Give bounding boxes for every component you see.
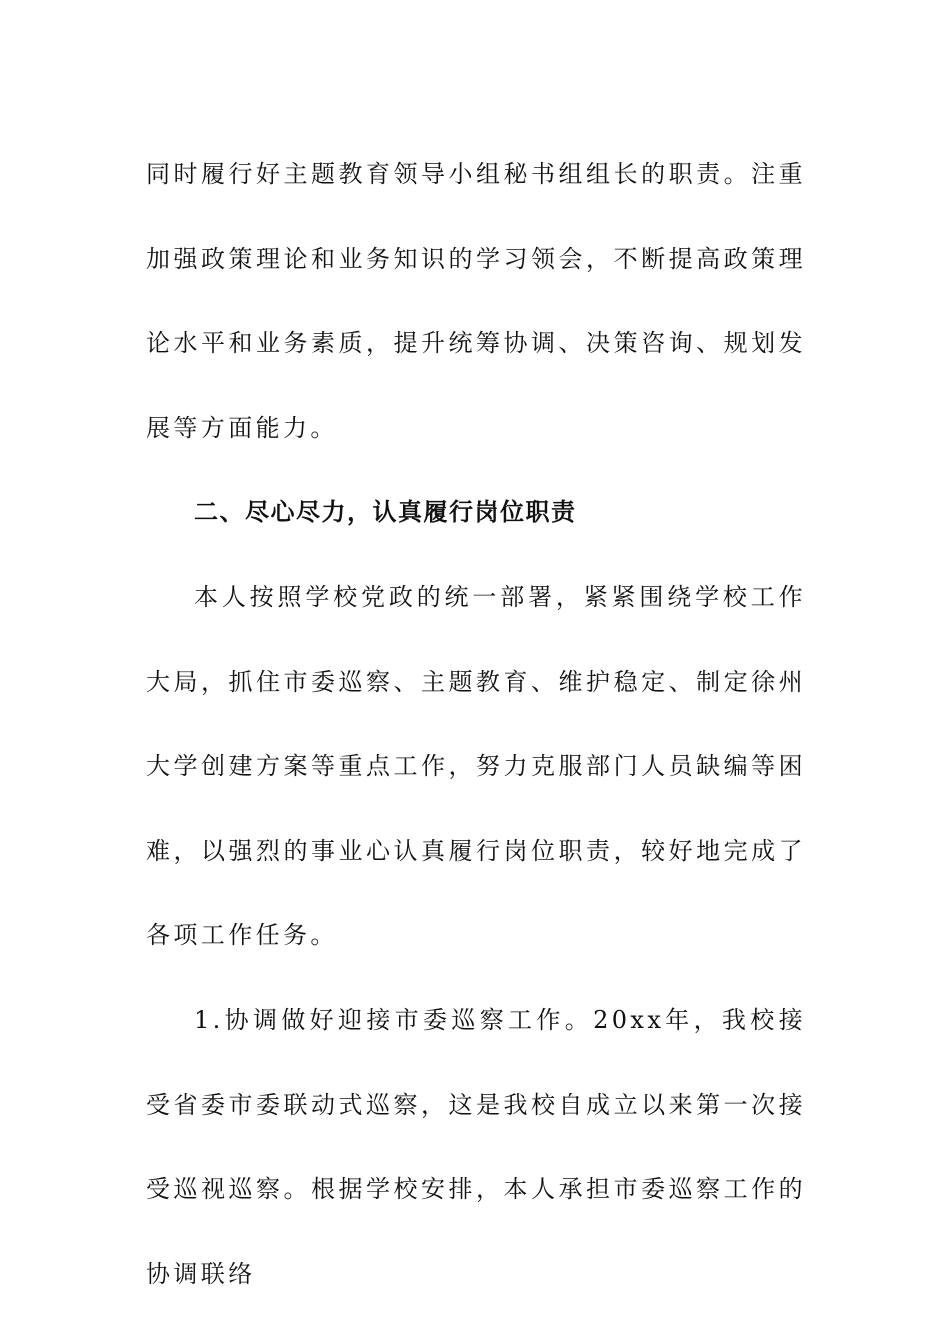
paragraph-duties: 本人按照学校党政的统一部署，紧紧围绕学校工作大局，抓住市委巡察、主题教育、维护稳定、制定徐州大学创建方案等重点工作，努力克服部门人员缺编等困难，以强烈的事业心认真履行岗位职责，较好地完成了各项工作任务。 bbox=[146, 582, 806, 950]
section-heading: 二、尽心尽力，认真履行岗位职责 bbox=[194, 498, 577, 527]
document-body bbox=[146, 132, 806, 1316]
paragraph-inspection: 1.协调做好迎接市委巡察工作。20xx年，我校接受省委市委联动式巡察，这是我校自成立以来第一次接受巡视巡察。根据学校安排，本人承担市委巡察工作的协调联络 bbox=[146, 1005, 806, 1288]
paragraph-continuation: 同时履行好主题教育领导小组秘书组组长的职责。注重加强政策理论和业务知识的学习领会，不断提高政策理论水平和业务素质，提升统筹协调、决策咨询、规划发展等方面能力。 bbox=[146, 160, 806, 442]
